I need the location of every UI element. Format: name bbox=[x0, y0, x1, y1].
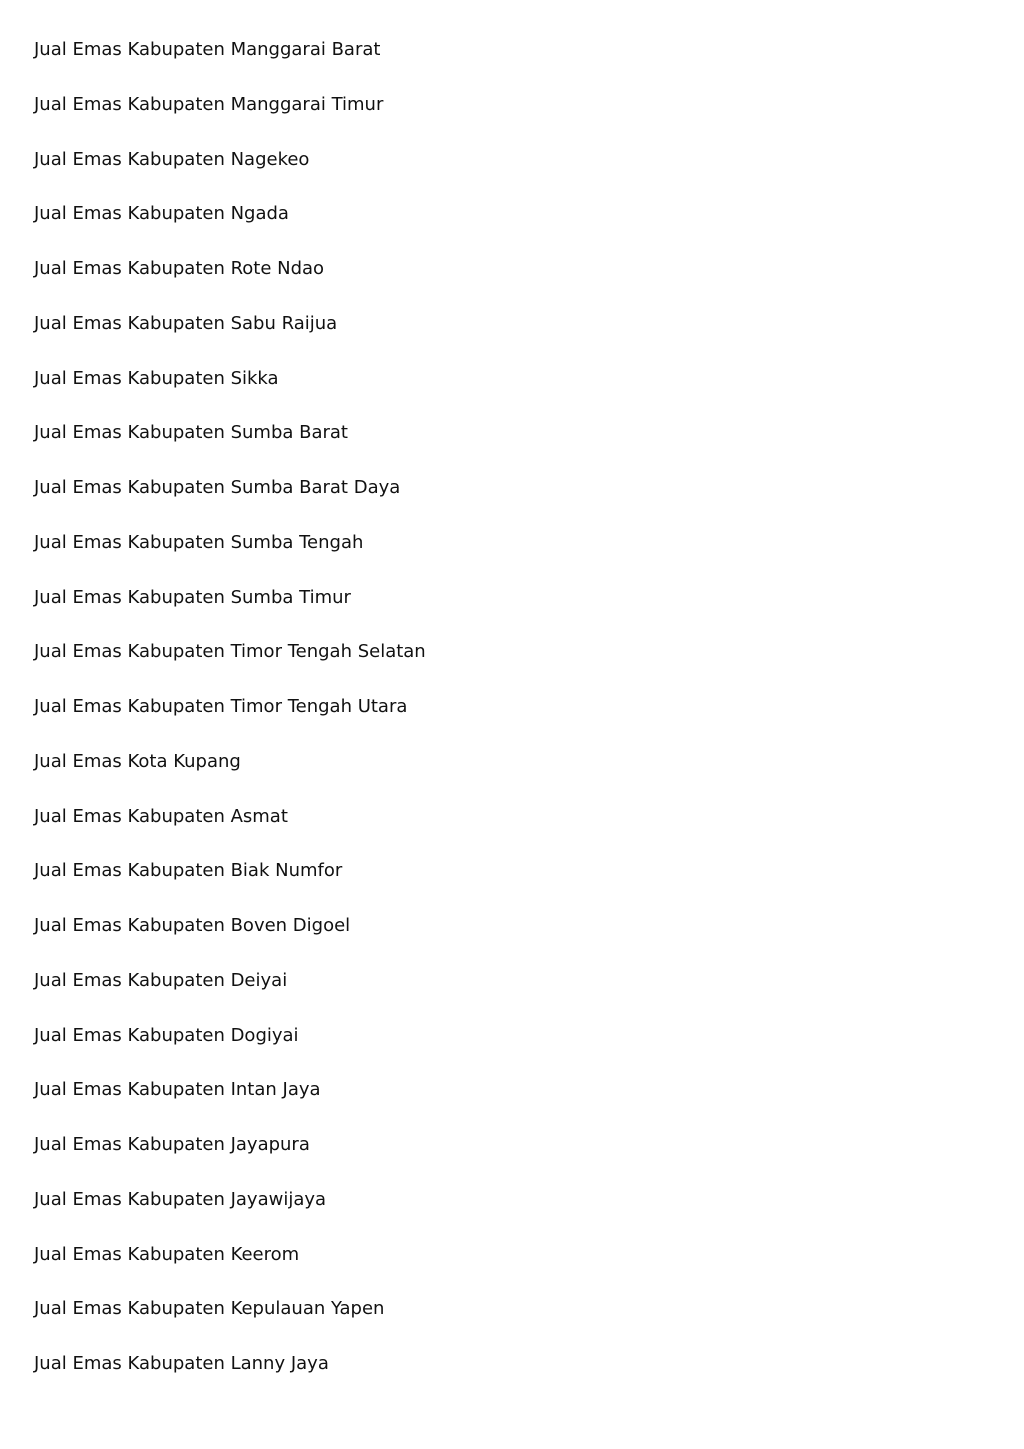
region-link[interactable]: Jual Emas Kabupaten Sikka bbox=[34, 367, 279, 389]
region-link[interactable]: Jual Emas Kabupaten Manggarai Timur bbox=[34, 93, 384, 115]
list-item bbox=[34, 857, 426, 912]
region-link[interactable]: Jual Emas Kabupaten Sabu Raijua bbox=[34, 312, 338, 334]
region-link[interactable]: Jual Emas Kabupaten Ngada bbox=[34, 203, 289, 225]
list-item bbox=[34, 1350, 426, 1405]
region-link[interactable]: Jual Emas Kota Kupang bbox=[34, 750, 241, 772]
region-link[interactable]: Jual Emas Kabupaten Kepulauan Yapen bbox=[34, 1298, 385, 1320]
region-link[interactable]: Jual Emas Kabupaten Lanny Jaya bbox=[34, 1353, 329, 1374]
list-item bbox=[34, 693, 426, 748]
list-item bbox=[34, 200, 426, 255]
list-item bbox=[34, 1076, 426, 1131]
list-item bbox=[34, 310, 426, 365]
list-item bbox=[34, 1022, 426, 1077]
region-link[interactable]: Jual Emas Kabupaten Timor Tengah Selatan bbox=[34, 641, 426, 663]
region-link[interactable]: Jual Emas Kabupaten Boven Digoel bbox=[34, 915, 351, 936]
region-link[interactable]: Jual Emas Kabupaten Jayawijaya bbox=[34, 1188, 327, 1210]
region-link[interactable]: Jual Emas Kabupaten Sumba Barat bbox=[34, 422, 348, 444]
region-link[interactable]: Jual Emas Kabupaten Deiyai bbox=[34, 969, 288, 991]
list-item bbox=[34, 365, 426, 420]
region-link[interactable]: Jual Emas Kabupaten Manggarai Barat bbox=[34, 39, 381, 60]
region-link[interactable]: Jual Emas Kabupaten Nagekeo bbox=[34, 148, 310, 170]
list-item bbox=[34, 146, 426, 201]
region-link[interactable]: Jual Emas Kabupaten Sumba Timur bbox=[34, 586, 351, 608]
region-link[interactable]: Jual Emas Kabupaten Biak Numfor bbox=[34, 860, 343, 882]
region-link[interactable]: Jual Emas Kabupaten Jayapura bbox=[34, 1134, 310, 1155]
region-link[interactable]: Jual Emas Kabupaten Dogiyai bbox=[34, 1024, 299, 1046]
list-item bbox=[34, 912, 426, 967]
region-link-list bbox=[34, 36, 426, 1405]
region-link[interactable]: Jual Emas Kabupaten Timor Tengah Utara bbox=[34, 696, 408, 717]
list-item bbox=[34, 638, 426, 693]
list-item bbox=[34, 1295, 426, 1350]
region-link[interactable]: Jual Emas Kabupaten Sumba Barat Daya bbox=[34, 477, 401, 498]
list-item bbox=[34, 255, 426, 310]
list-item bbox=[34, 36, 426, 91]
list-item bbox=[34, 967, 426, 1022]
list-item bbox=[34, 584, 426, 639]
region-link[interactable]: Jual Emas Kabupaten Rote Ndao bbox=[34, 258, 325, 279]
region-link[interactable]: Jual Emas Kabupaten Sumba Tengah bbox=[34, 531, 364, 553]
list-item bbox=[34, 529, 426, 584]
list-item bbox=[34, 748, 426, 803]
list-item bbox=[34, 474, 426, 529]
region-link[interactable]: Jual Emas Kabupaten Intan Jaya bbox=[34, 1079, 321, 1101]
region-link[interactable]: Jual Emas Kabupaten Asmat bbox=[34, 805, 288, 827]
list-item bbox=[34, 803, 426, 858]
list-item bbox=[34, 1186, 426, 1241]
list-item bbox=[34, 91, 426, 146]
region-link[interactable]: Jual Emas Kabupaten Keerom bbox=[34, 1243, 300, 1265]
list-item bbox=[34, 1131, 426, 1186]
list-item bbox=[34, 419, 426, 474]
list-item bbox=[34, 1241, 426, 1296]
